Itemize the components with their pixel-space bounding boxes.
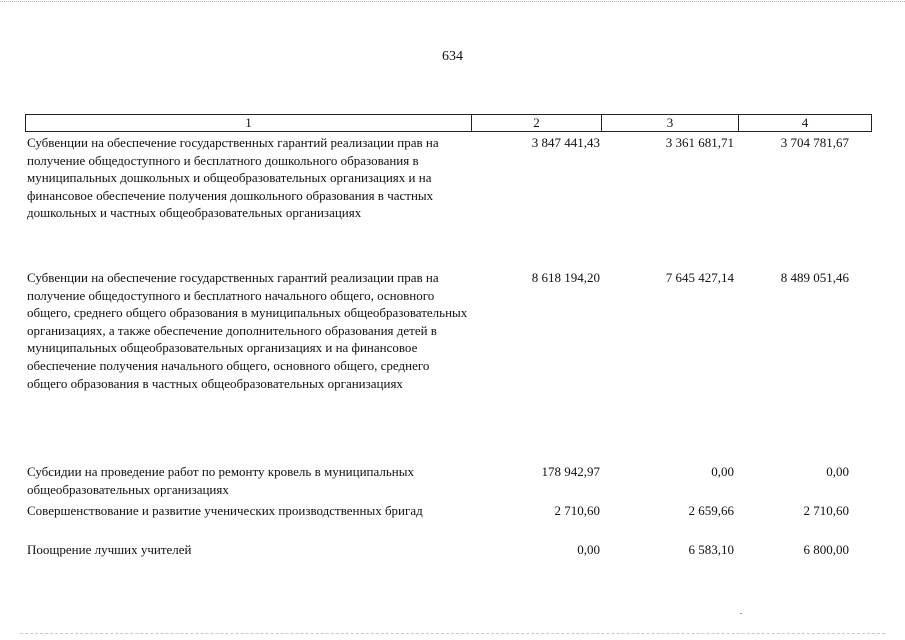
row-value-col2: 3 847 441,43 [531,135,600,150]
table-row [25,134,849,222]
table-row [25,269,849,392]
row-value-col3: 2 659,66 [688,503,734,518]
row-name: Субсидии на проведение работ по ремонту кровель в муниципальных общеобразовательных организациях [27,464,414,497]
row-name: Совершенствование и развитие ученических производственных бригад [27,503,423,518]
table-header [25,114,872,132]
row-value-col2: 8 618 194,20 [531,270,600,285]
row-value-col4: 0,00 [826,464,849,479]
row-value-col3: 7 645 427,14 [665,270,734,285]
scan-artifact-top [0,1,905,4]
row-name: Поощрение лучших учителей [27,542,192,557]
row-name: Субвенции на обеспечение государственных гарантий реализации прав на получение общедоступного и бесплатного дошкольного образования в муниципальных дошкольных и общеобразовательных организациях и на финансовое обеспечение получения дошкольного образования в частных дошкольных и частных общеобразовательных организациях [27,135,439,221]
row-value-col3: 0,00 [711,464,734,479]
row-value-col2: 2 710,60 [554,503,600,518]
row-value-col4: 3 704 781,67 [780,135,849,150]
row-value-col4: 2 710,60 [803,503,849,518]
header-col-2: 2 [472,115,602,131]
header-col-1: 1 [26,115,472,131]
row-value-col3: 3 361 681,71 [665,135,734,150]
page-number: 634 [442,49,463,64]
table-row [25,541,849,559]
row-value-col4: 6 800,00 [803,542,849,557]
row-value-col4: 8 489 051,46 [780,270,849,285]
header-col-3: 3 [602,115,739,131]
row-value-col2: 0,00 [577,542,600,557]
scan-artifact-bottom [20,633,885,636]
scan-speck [740,613,742,614]
row-value-col3: 6 583,10 [688,542,734,557]
header-col-4: 4 [801,115,809,130]
table-row [25,463,849,498]
table-row [25,502,849,520]
row-name: Субвенции на обеспечение государственных гарантий реализации прав на получение общедоступного и бесплатного начального общего, основного общего, среднего общего образования в муниципальных общеобразовательных организациях, а также обеспечение дополнительного образования детей в муниципальных общеобразовательных организациях и на финансовое обеспечение получения начального общего, основного общего, среднего общего образования в частных общеобразовательных организациях [27,270,468,391]
row-value-col2: 178 942,97 [541,464,600,479]
